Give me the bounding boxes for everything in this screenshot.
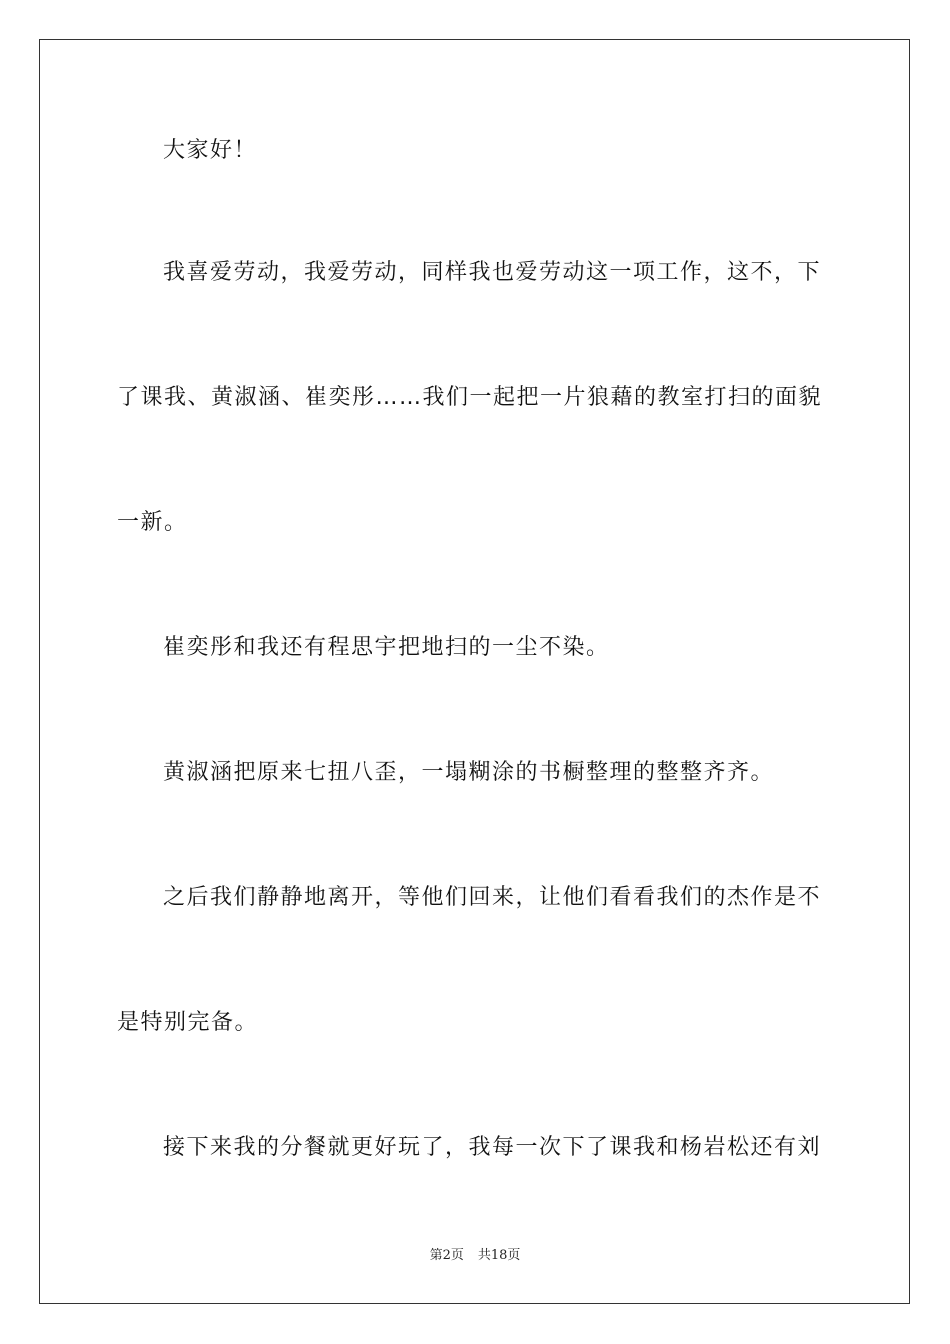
page-border [39, 39, 910, 1304]
page-number: 第2页 [429, 1248, 464, 1263]
paragraph-line: 之后我们静静地离开，等他们回来，让他们看看我们的杰作是不 [163, 885, 822, 910]
paragraph-line: 是特别完备。 [117, 1010, 259, 1035]
paragraph-line: 接下来我的分餐就更好玩了，我每一次下了课我和杨岩松还有刘 [163, 1135, 822, 1160]
paragraph-line: 崔奕彤和我还有程思宇把地扫的一尘不染。 [163, 635, 610, 660]
page-footer [0, 1247, 950, 1265]
paragraph-line: 黄淑涵把原来七扭八歪，一塌糊涂的书橱整理的整整齐齐。 [163, 760, 775, 785]
page-total: 共18页 [477, 1248, 521, 1263]
paragraph-line: 一新。 [117, 510, 188, 535]
paragraph-greeting: 大家好！ [163, 138, 258, 163]
paragraph-line: 了课我、黄淑涵、崔奕彤……我们一起把一片狼藉的教室打扫的面貌 [117, 385, 823, 410]
paragraph-line: 我喜爱劳动，我爱劳动，同样我也爱劳动这一项工作，这不，下 [163, 260, 822, 285]
